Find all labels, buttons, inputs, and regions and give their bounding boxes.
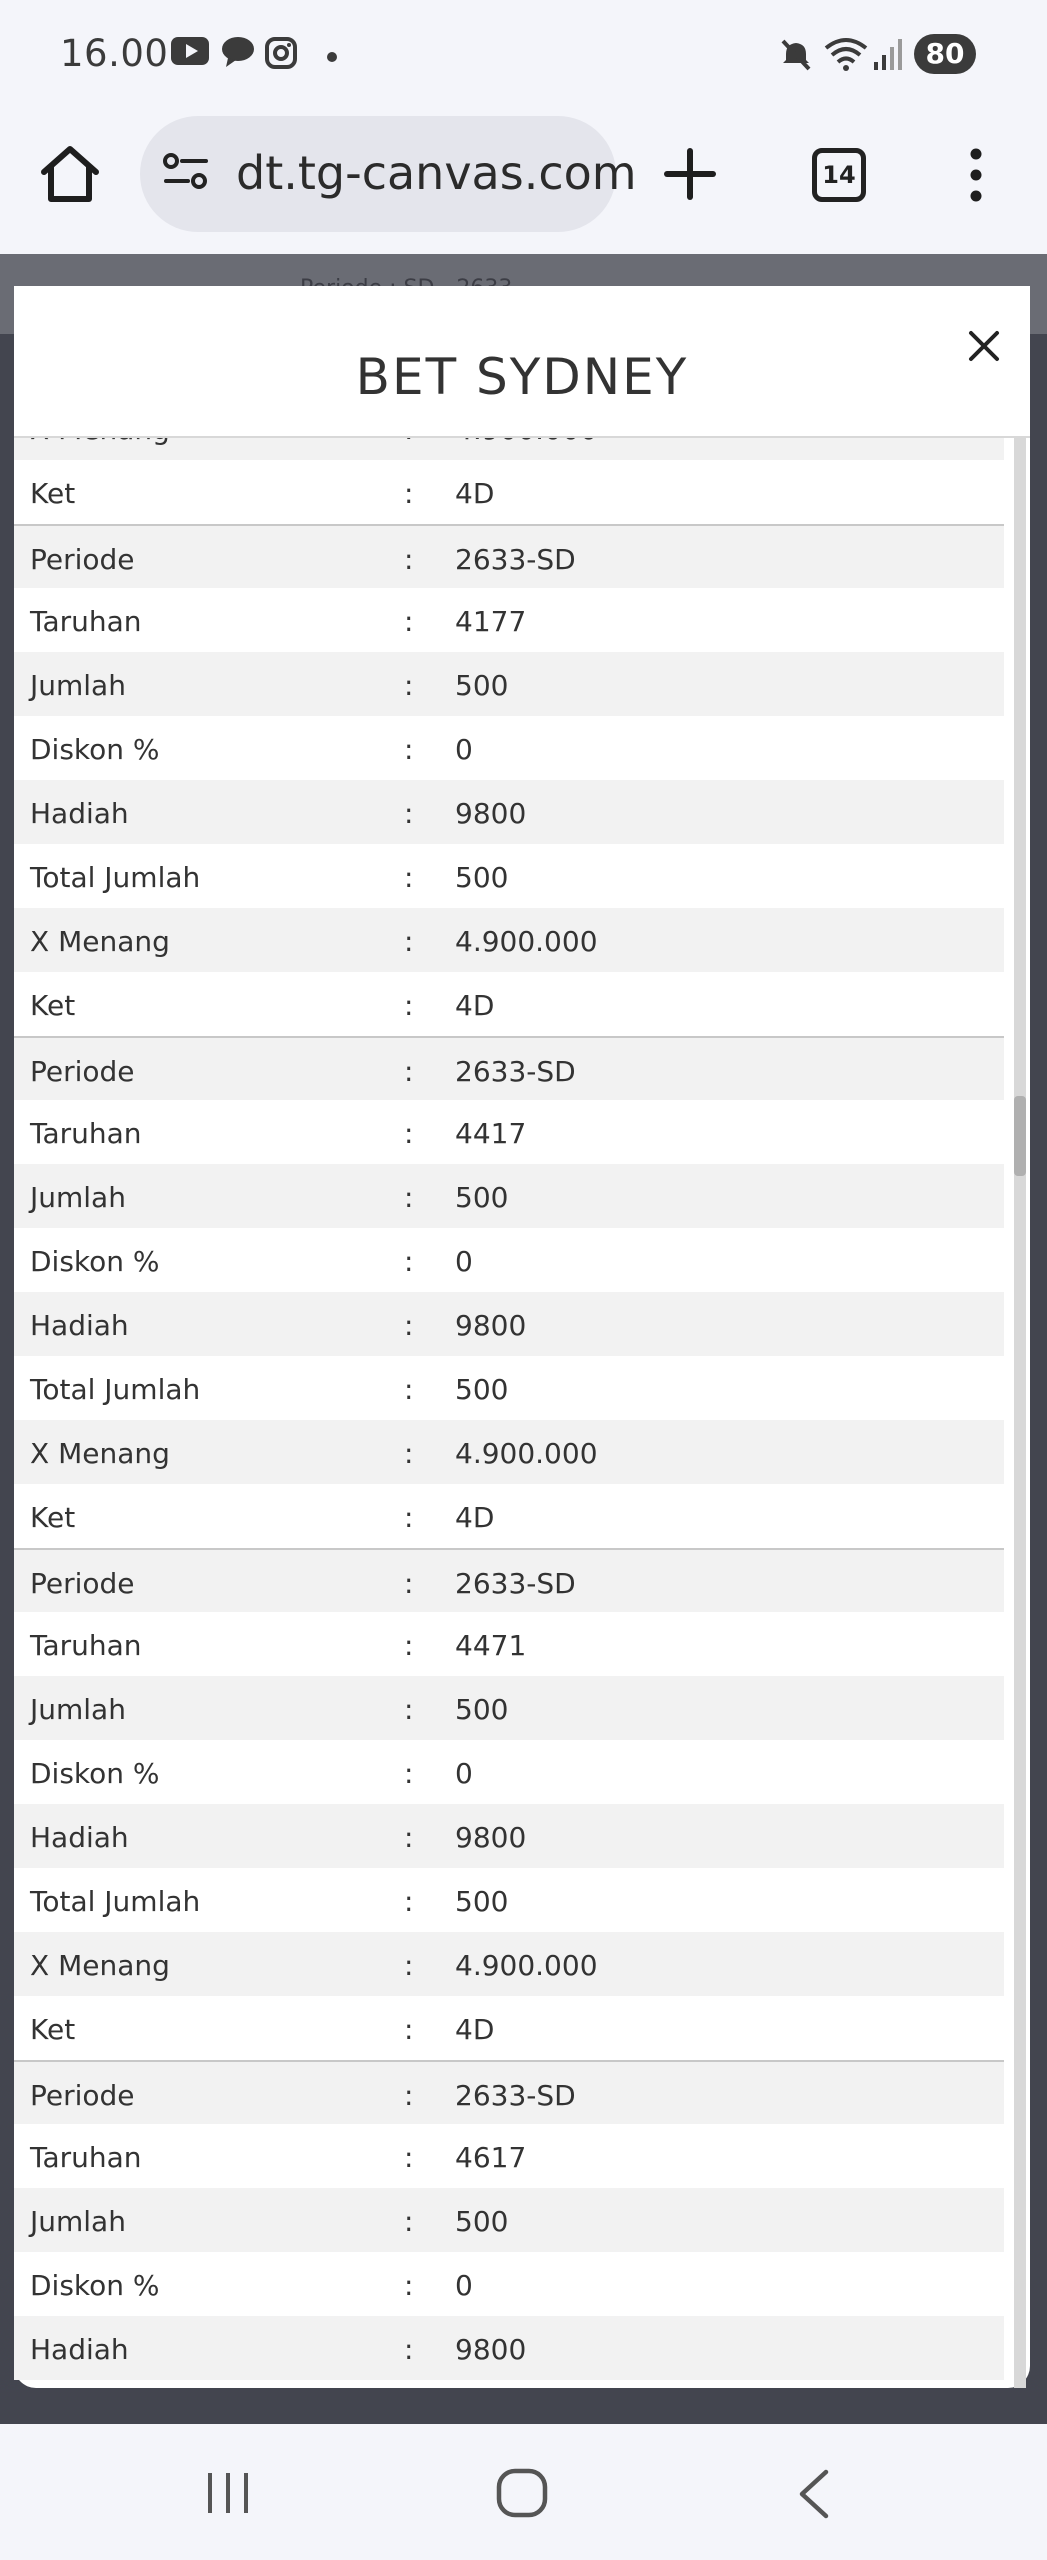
- row-label: X Menang: [30, 1437, 170, 1470]
- row-value: 500: [455, 1373, 509, 1406]
- table-row: [14, 524, 1004, 588]
- row-separator: :: [404, 1309, 414, 1342]
- row-value: 9800: [455, 1821, 527, 1854]
- address-bar[interactable]: [140, 116, 637, 232]
- row-label: Hadiah: [30, 2333, 129, 2366]
- back-icon[interactable]: [796, 2468, 832, 2524]
- system-nav-bar: [0, 2424, 1047, 2560]
- row-separator: :: [404, 543, 414, 576]
- row-value: 4D: [455, 2013, 495, 2046]
- table-row: [14, 1420, 1004, 1484]
- status-time: 16.00: [60, 32, 169, 75]
- row-value: 500: [455, 2205, 509, 2238]
- home-icon[interactable]: [38, 144, 102, 208]
- chat-icon: [220, 36, 256, 72]
- row-label: X Menang: [30, 1949, 170, 1982]
- row-separator: :: [404, 2079, 414, 2112]
- row-label: Taruhan: [30, 1117, 142, 1150]
- row-label: Diskon %: [30, 2269, 160, 2302]
- row-value: 500: [455, 1181, 509, 1214]
- row-label: Total Jumlah: [30, 1885, 201, 1918]
- table-row: [14, 908, 1004, 972]
- bet-details-list[interactable]: [14, 436, 1004, 2388]
- instagram-icon: [264, 36, 298, 74]
- table-row: [14, 2188, 1004, 2252]
- row-separator: :: [404, 2205, 414, 2238]
- row-separator: :: [404, 669, 414, 702]
- table-row: [14, 1804, 1004, 1868]
- row-value: 2633-SD: [455, 543, 576, 576]
- table-row: [14, 1164, 1004, 1228]
- row-label: Taruhan: [30, 2141, 142, 2174]
- battery-indicator: 80: [914, 34, 976, 74]
- close-button[interactable]: [954, 316, 1014, 376]
- row-separator: :: [404, 605, 414, 638]
- row-label: Jumlah: [30, 2205, 126, 2238]
- row-label: X Menang: [30, 925, 170, 958]
- table-row: [14, 2252, 1004, 2316]
- row-label: Taruhan: [30, 605, 142, 638]
- row-separator: :: [404, 1245, 414, 1278]
- table-row: [14, 1740, 1004, 1804]
- table-row: [14, 780, 1004, 844]
- row-value: 4.900.000: [455, 1437, 598, 1470]
- table-row: [14, 1612, 1004, 1676]
- row-separator: :: [404, 1757, 414, 1790]
- row-label: Hadiah: [30, 1309, 129, 1342]
- row-value: 4617: [455, 2141, 527, 2174]
- row-value: 500: [455, 669, 509, 702]
- row-label: Diskon %: [30, 1245, 160, 1278]
- row-label: Periode: [30, 1055, 135, 1088]
- row-label: Hadiah: [30, 1821, 129, 1854]
- row-label: Ket: [30, 1501, 76, 1534]
- table-row: [14, 844, 1004, 908]
- row-label: Diskon %: [30, 1757, 160, 1790]
- table-row: [14, 1548, 1004, 1612]
- row-separator: :: [404, 1567, 414, 1600]
- row-value: 0: [455, 1757, 473, 1790]
- table-row: [14, 652, 1004, 716]
- table-row: [14, 972, 1004, 1036]
- row-separator: :: [404, 2333, 414, 2366]
- table-row: [14, 1484, 1004, 1548]
- browser-toolbar: [0, 112, 1047, 254]
- table-row: [14, 460, 1004, 524]
- tab-switcher-button[interactable]: 14: [812, 148, 866, 202]
- row-label: Ket: [30, 2013, 76, 2046]
- status-bar: [0, 0, 1047, 112]
- bet-rows: [14, 396, 1004, 2380]
- row-value: 0: [455, 2269, 473, 2302]
- row-value: 9800: [455, 1309, 527, 1342]
- row-value: 4D: [455, 989, 495, 1022]
- recent-apps-icon[interactable]: [204, 2470, 252, 2520]
- row-separator: :: [404, 1055, 414, 1088]
- url-text[interactable]: dt.tg-canvas.com: [236, 146, 637, 200]
- row-separator: :: [404, 1693, 414, 1726]
- row-separator: :: [404, 1949, 414, 1982]
- row-value: 9800: [455, 2333, 527, 2366]
- row-separator: :: [404, 1501, 414, 1534]
- row-value: 4417: [455, 1117, 527, 1150]
- row-value: 2633-SD: [455, 2079, 576, 2112]
- home-nav-icon[interactable]: [496, 2468, 548, 2522]
- row-separator: :: [404, 1885, 414, 1918]
- modal-title: BET SYDNEY: [355, 348, 689, 406]
- row-separator: :: [404, 1629, 414, 1662]
- row-value: 4D: [455, 1501, 495, 1534]
- row-value: 0: [455, 1245, 473, 1278]
- more-options-icon[interactable]: [966, 148, 986, 206]
- row-separator: :: [404, 797, 414, 830]
- modal-header: [14, 286, 1030, 438]
- wifi-icon: [824, 36, 868, 76]
- row-label: Total Jumlah: [30, 1373, 201, 1406]
- row-separator: :: [404, 2013, 414, 2046]
- table-row: [14, 1932, 1004, 1996]
- table-row: [14, 1676, 1004, 1740]
- row-value: 9800: [455, 797, 527, 830]
- table-row: [14, 1100, 1004, 1164]
- row-label: Taruhan: [30, 1629, 142, 1662]
- row-value: 4.900.000: [455, 925, 598, 958]
- row-separator: :: [404, 1181, 414, 1214]
- row-separator: :: [404, 1373, 414, 1406]
- row-value: 2633-SD: [455, 1055, 576, 1088]
- row-label: Periode: [30, 1567, 135, 1600]
- table-row: [14, 2316, 1004, 2380]
- row-label: Hadiah: [30, 797, 129, 830]
- table-row: [14, 2060, 1004, 2124]
- row-value: 2633-SD: [455, 1567, 576, 1600]
- table-row: [14, 2124, 1004, 2188]
- youtube-icon: [170, 36, 210, 70]
- scrollbar[interactable]: [1014, 436, 1026, 2388]
- table-row: [14, 1996, 1004, 2060]
- mute-icon: [778, 36, 814, 76]
- row-separator: :: [404, 1437, 414, 1470]
- row-label: Periode: [30, 2079, 135, 2112]
- notification-dot-icon: [326, 48, 338, 67]
- row-value: 500: [455, 1885, 509, 1918]
- row-separator: :: [404, 733, 414, 766]
- row-label: Periode: [30, 543, 135, 576]
- signal-icon: [872, 36, 904, 76]
- row-separator: :: [404, 1117, 414, 1150]
- row-label: Jumlah: [30, 669, 126, 702]
- table-row: [14, 1292, 1004, 1356]
- scrollbar-thumb[interactable]: [1014, 1096, 1026, 1176]
- row-value: 0: [455, 733, 473, 766]
- row-label: Total Jumlah: [30, 861, 201, 894]
- table-row: [14, 1868, 1004, 1932]
- row-separator: :: [404, 477, 414, 510]
- row-label: Jumlah: [30, 1181, 126, 1214]
- row-value: 4.900.000: [455, 1949, 598, 1982]
- new-tab-icon[interactable]: [664, 148, 716, 204]
- table-row: [14, 716, 1004, 780]
- row-separator: :: [404, 2269, 414, 2302]
- row-value: 500: [455, 1693, 509, 1726]
- table-row: [14, 1036, 1004, 1100]
- row-label: Jumlah: [30, 1693, 126, 1726]
- row-label: Ket: [30, 989, 76, 1022]
- row-separator: :: [404, 861, 414, 894]
- row-separator: :: [404, 1821, 414, 1854]
- row-value: 4D: [455, 477, 495, 510]
- bet-modal: [14, 286, 1030, 2388]
- table-row: [14, 1356, 1004, 1420]
- table-row: [14, 588, 1004, 652]
- site-settings-icon[interactable]: [162, 152, 210, 196]
- row-value: 4177: [455, 605, 527, 638]
- row-label: Ket: [30, 477, 76, 510]
- row-value: 500: [455, 861, 509, 894]
- row-separator: :: [404, 2141, 414, 2174]
- close-icon[interactable]: [954, 316, 1014, 376]
- row-label: Diskon %: [30, 733, 160, 766]
- row-separator: :: [404, 989, 414, 1022]
- row-value: 4471: [455, 1629, 527, 1662]
- table-row: [14, 1228, 1004, 1292]
- row-separator: :: [404, 925, 414, 958]
